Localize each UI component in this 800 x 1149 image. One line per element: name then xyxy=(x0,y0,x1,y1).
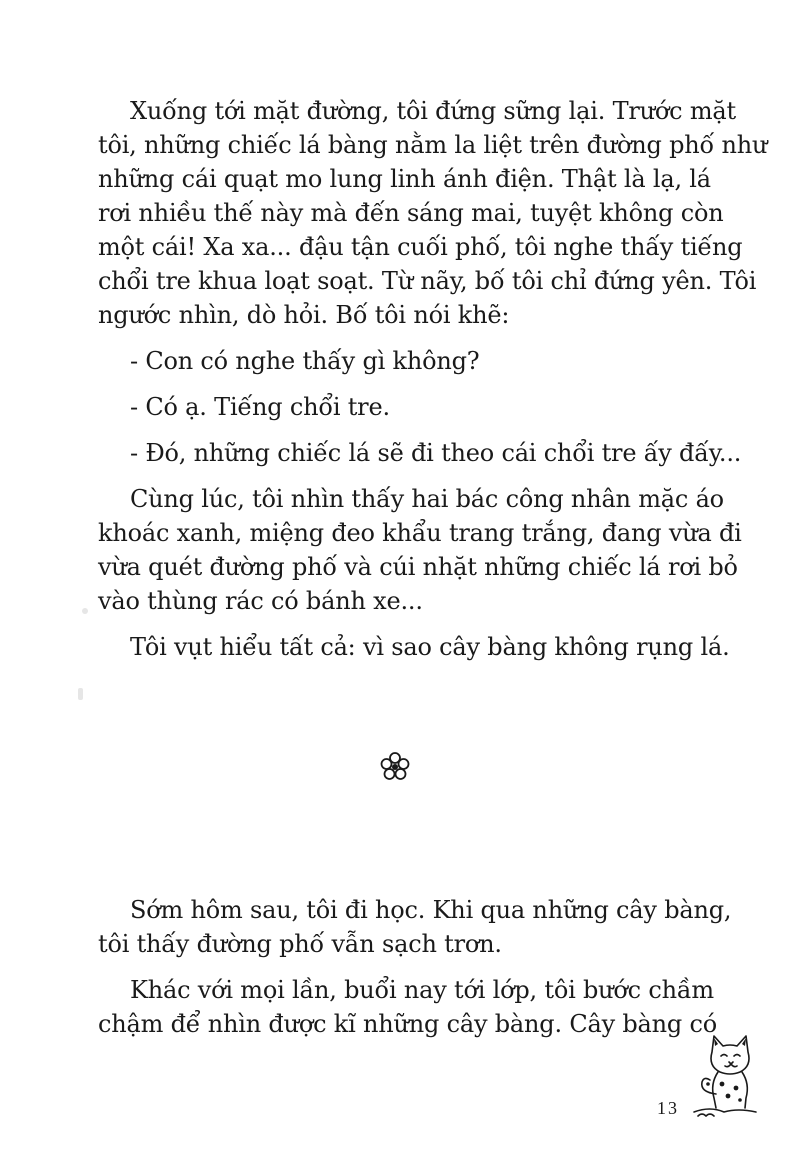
paragraph xyxy=(98,94,768,332)
text-line: - Con có nghe thấy gì không? xyxy=(130,347,480,375)
text-line: Xuống tới mặt đường, tôi đứng sững lại. Trước mặt xyxy=(130,97,736,125)
text-line: Tôi vụt hiểu tất cả: vì sao cây bàng không rụng lá. xyxy=(130,633,730,661)
text-line: Khác với mọi lần, buổi nay tới lớp, tôi bước chầm xyxy=(130,976,714,1004)
text-line: Sớm hôm sau, tôi đi học. Khi qua những cây bàng, xyxy=(130,896,732,924)
flower-ornament-icon xyxy=(378,750,412,784)
dialogue-line xyxy=(98,390,710,424)
dialogue-line xyxy=(98,436,742,470)
upper-text-block xyxy=(98,94,768,664)
text-line: một cái! Xa xa... đậu tận cuối phố, tôi nghe thấy tiếng xyxy=(98,233,743,261)
page-number: 13 xyxy=(657,1098,679,1118)
lower-text-block xyxy=(98,893,732,1041)
paragraph xyxy=(98,893,732,961)
text-line: Cùng lúc, tôi nhìn thấy hai bác công nhân mặc áo xyxy=(130,485,724,513)
text-line: vào thùng rác có bánh xe... xyxy=(98,587,423,615)
text-line: tôi thấy đường phố vẫn sạch trơn. xyxy=(98,930,502,958)
text-line: khoác xanh, miệng đeo khẩu trang trắng, đang vừa đi xyxy=(98,519,742,547)
text-line: rơi nhiều thế này mà đến sáng mai, tuyệt không còn xyxy=(98,199,724,227)
text-line: ngước nhìn, dò hỏi. Bố tôi nói khẽ: xyxy=(98,301,510,329)
paper-speck xyxy=(78,688,83,700)
paper-speck xyxy=(82,608,88,614)
paragraph xyxy=(98,482,742,618)
dialogue-line xyxy=(98,344,710,378)
text-line: - Đó, những chiếc lá sẽ đi theo cái chổi tre ấy đấy... xyxy=(130,439,742,467)
text-line: vừa quét đường phố và cúi nhặt những chiếc lá rơi bỏ xyxy=(98,553,738,581)
text-line: chậm để nhìn được kĩ những cây bàng. Cây bàng có xyxy=(98,1010,717,1038)
paragraph xyxy=(98,630,730,664)
paragraph xyxy=(98,973,717,1041)
text-line: những cái quạt mo lung linh ánh điện. Thật là lạ, lá xyxy=(98,165,711,193)
text-line: tôi, những chiếc lá bàng nằm la liệt trên đường phố như xyxy=(98,131,768,159)
cat-illustration-icon xyxy=(690,1022,760,1122)
text-line: - Có ạ. Tiếng chổi tre. xyxy=(130,393,390,421)
text-line: chổi tre khua loạt soạt. Từ nãy, bố tôi chỉ đứng yên. Tôi xyxy=(98,267,757,295)
